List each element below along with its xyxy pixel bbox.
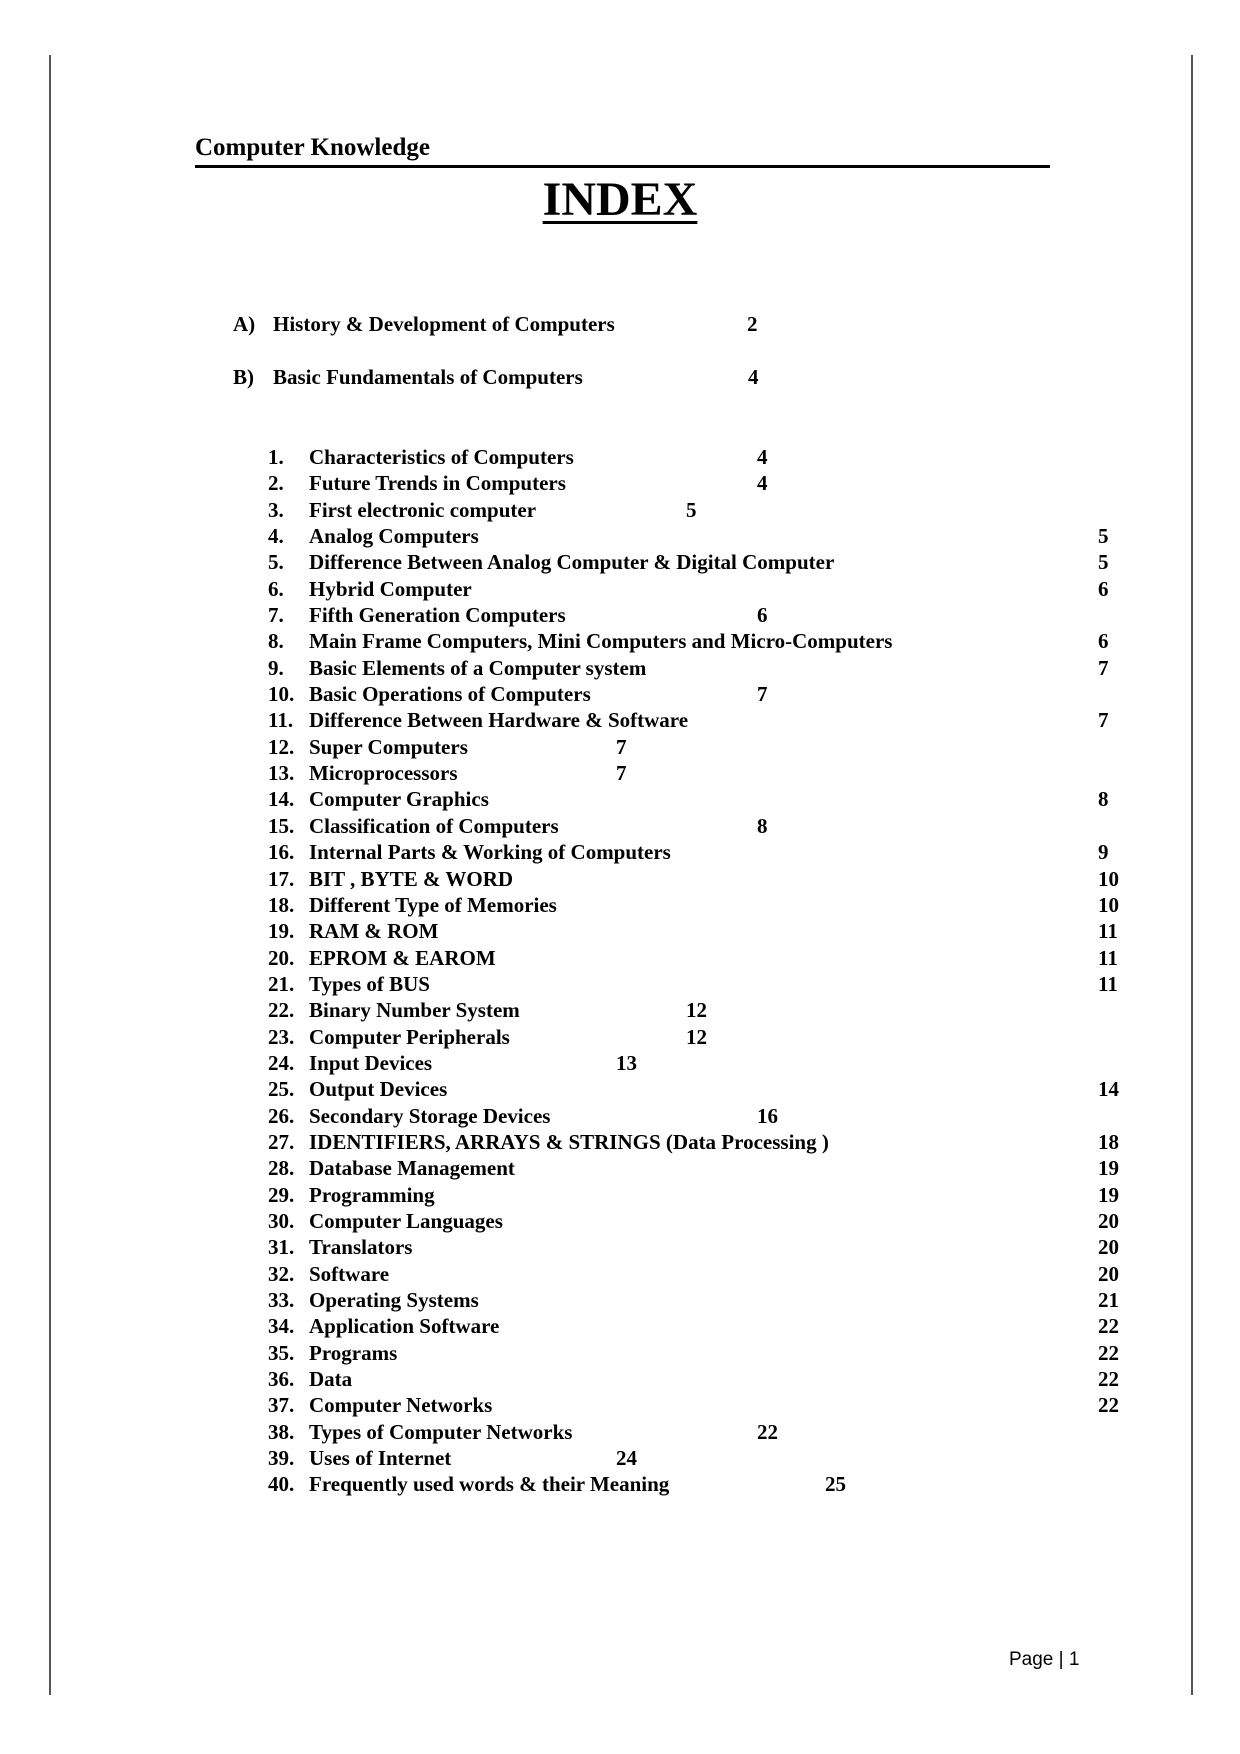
index-item [0,866,1240,892]
item-label: IDENTIFIERS, ARRAYS & STRINGS (Data Processing ) [309,1129,829,1154]
item-number: 7. [268,603,284,628]
item-number: 13. [268,761,295,786]
item-page-number: 11 [1098,919,1118,944]
item-page-number: 22 [1098,1314,1119,1339]
item-page-number: 24 [616,1446,637,1471]
item-label: Uses of Internet [309,1446,452,1471]
item-label: Classification of Computers [309,813,559,838]
item-page-number: 4 [757,445,768,469]
item-page-number: 5 [686,497,697,522]
item-label: Application Software [309,1314,500,1339]
index-item [0,1261,1240,1287]
item-page-number: 21 [1098,1288,1119,1312]
item-label: Difference Between Hardware & Software [309,708,689,733]
item-page-number: 20 [1098,1261,1119,1286]
item-label: Hybrid Computer [309,576,472,601]
item-number: 12. [268,734,295,759]
item-number: 26. [268,1103,295,1128]
index-item [0,813,1240,839]
item-label: Analog Computers [309,524,479,549]
item-label: Basic Elements of a Computer system [309,655,647,680]
item-page-number: 5 [1098,550,1109,575]
item-page-number: 11 [1098,945,1118,970]
item-page-number: 5 [1098,524,1109,549]
section-label: Basic Fundamentals of Computers [273,365,583,389]
index-item [0,1287,1240,1313]
item-label: Operating Systems [309,1288,479,1312]
item-number: 38. [268,1419,295,1444]
item-page-number: 22 [757,1419,778,1444]
item-number: 19. [268,919,295,944]
item-number: 5. [268,550,284,575]
index-item [0,1129,1240,1155]
index-item [0,997,1240,1023]
item-label: EPROM & EAROM [309,945,496,970]
item-label: Programming [309,1182,435,1207]
item-number: 25. [268,1077,295,1102]
item-page-number: 10 [1098,866,1119,891]
item-label: Input Devices [309,1050,433,1075]
page-number-footer: Page | 1 [1009,1649,1080,1670]
item-number: 20. [268,945,295,970]
section-page-number: 2 [747,312,758,336]
index-item [0,1208,1240,1234]
index-item [0,1392,1240,1418]
item-label: Difference Between Analog Computer & Digital Computer [309,550,835,575]
index-item [0,734,1240,760]
index-item [0,1471,1240,1497]
index-item [0,602,1240,628]
index-item [0,1050,1240,1076]
item-number: 18. [268,892,295,917]
item-page-number: 22 [1098,1340,1119,1365]
item-number: 17. [268,866,295,891]
item-page-number: 18 [1098,1129,1119,1154]
item-label: Characteristics of Computers [309,445,574,469]
item-label: Computer Peripherals [309,1024,510,1049]
item-label: Data [309,1367,353,1392]
index-item [0,971,1240,997]
index-item [0,839,1240,865]
item-page-number: 20 [1098,1235,1119,1260]
item-label: Main Frame Computers, Mini Computers and Micro-Computers [309,629,893,654]
index-item [0,707,1240,733]
index-item [0,1103,1240,1129]
section-label: History & Development of Computers [273,312,615,336]
item-page-number: 6 [757,603,768,628]
item-number: 3. [268,497,284,522]
item-page-number: 16 [757,1103,778,1128]
page-title [0,170,1240,230]
item-label: Internal Parts & Working of Computers [309,840,671,865]
index-item [0,1419,1240,1445]
item-label: Frequently used words & their Meaning [309,1472,670,1497]
item-number: 27. [268,1129,295,1154]
index-item [0,892,1240,918]
document-header: Computer Knowledge [195,131,1050,168]
index-item [0,1024,1240,1050]
item-number: 15. [268,813,295,838]
item-label: Different Type of Memories [309,892,557,917]
index-item [0,1313,1240,1339]
item-number: 6. [268,576,284,601]
item-number: 28. [268,1156,295,1181]
section-page-number: 4 [748,365,759,389]
index-item [0,1445,1240,1471]
item-label: Types of Computer Networks [309,1419,573,1444]
item-page-number: 7 [757,682,768,707]
index-item [0,655,1240,681]
index-item [0,549,1240,575]
index-item [0,786,1240,812]
item-number: 22. [268,998,295,1023]
index-item [0,760,1240,786]
item-label: Super Computers [309,734,468,759]
item-label: Programs [309,1340,398,1365]
item-page-number: 12 [686,998,707,1023]
page-title-text: INDEX [542,173,698,226]
item-label: Microprocessors [309,761,458,786]
index-item [0,1076,1240,1102]
item-label: Secondary Storage Devices [309,1103,551,1128]
index-item [0,1155,1240,1181]
item-number: 40. [268,1472,295,1497]
item-number: 33. [268,1288,295,1312]
item-page-number: 13 [616,1050,637,1075]
index-item [0,1182,1240,1208]
item-label: Computer Graphics [309,787,489,812]
index-item [0,444,1240,470]
item-page-number: 8 [757,813,768,838]
item-label: Binary Number System [309,998,520,1023]
item-number: 4. [268,524,284,549]
item-label: RAM & ROM [309,919,439,944]
item-number: 1. [268,445,284,469]
index-item [0,576,1240,602]
item-number: 34. [268,1314,295,1339]
item-number: 39. [268,1446,295,1471]
index-item [0,523,1240,549]
item-page-number: 19 [1098,1156,1119,1181]
item-label: Basic Operations of Computers [309,682,591,707]
index-item [0,1340,1240,1366]
item-number: 35. [268,1340,295,1365]
item-number: 9. [268,655,284,680]
item-label: Computer Networks [309,1393,493,1418]
item-number: 10. [268,682,295,707]
item-page-number: 7 [1098,708,1109,733]
index-item [0,497,1240,523]
item-page-number: 8 [1098,787,1109,812]
item-label: Computer Languages [309,1208,503,1233]
item-number: 14. [268,787,295,812]
item-label: Types of BUS [309,971,430,996]
index-item [0,1234,1240,1260]
item-number: 8. [268,629,284,654]
item-label: Output Devices [309,1077,448,1102]
item-label: Fifth Generation Computers [309,603,566,628]
item-page-number: 6 [1098,629,1109,654]
section-letter: B) [233,365,254,389]
item-page-number: 9 [1098,840,1109,865]
index-item [0,945,1240,971]
index-item [0,681,1240,707]
item-page-number: 6 [1098,576,1109,601]
item-page-number: 4 [757,471,768,496]
item-page-number: 10 [1098,892,1119,917]
index-item [0,918,1240,944]
item-number: 36. [268,1367,295,1392]
item-page-number: 19 [1098,1182,1119,1207]
item-number: 21. [268,971,295,996]
item-page-number: 14 [1098,1077,1119,1102]
index-item [0,1366,1240,1392]
index-item [0,628,1240,654]
item-number: 32. [268,1261,295,1286]
item-page-number: 22 [1098,1393,1119,1418]
item-page-number: 25 [825,1472,846,1497]
item-label: Translators [309,1235,413,1260]
item-page-number: 7 [616,734,627,759]
item-page-number: 12 [686,1024,707,1049]
item-label: Database Management [309,1156,515,1181]
item-page-number: 7 [616,761,627,786]
item-page-number: 11 [1098,971,1118,996]
index-item [0,470,1240,496]
item-page-number: 20 [1098,1208,1119,1233]
item-number: 2. [268,471,284,496]
item-page-number: 7 [1098,655,1109,680]
item-label: BIT , BYTE & WORD [309,866,514,891]
item-number: 37. [268,1393,295,1418]
item-label: First electronic computer [309,497,537,522]
item-label: Software [309,1261,390,1286]
item-number: 30. [268,1208,295,1233]
item-number: 24. [268,1050,295,1075]
item-number: 23. [268,1024,295,1049]
item-number: 29. [268,1182,295,1207]
item-number: 11. [268,708,294,733]
item-number: 16. [268,840,295,865]
item-label: Future Trends in Computers [309,471,566,496]
section-letter: A) [233,312,256,336]
item-page-number: 22 [1098,1367,1119,1392]
index-item-list [0,444,1240,1498]
item-number: 31. [268,1235,295,1260]
